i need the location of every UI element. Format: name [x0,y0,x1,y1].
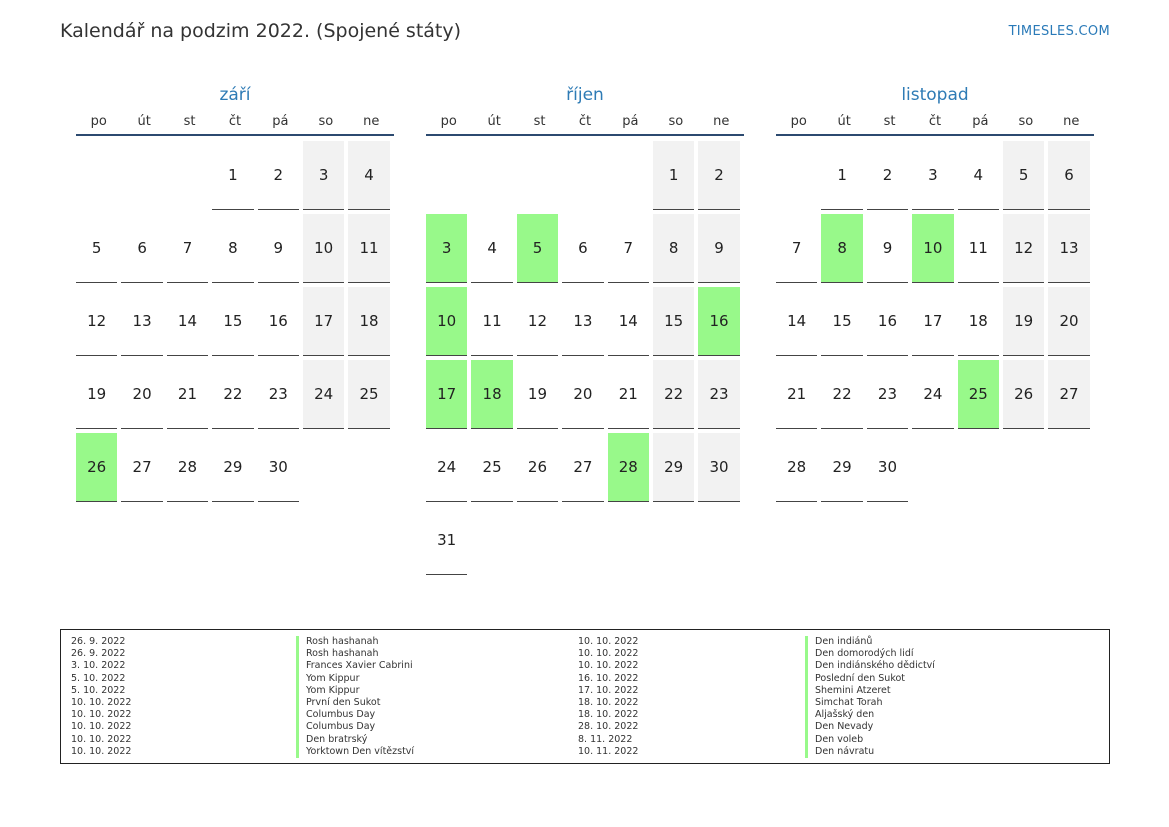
day-cell: 20 [121,360,162,429]
legend-entry: 5. 10. 2022 [71,684,126,696]
day-cell: 20 [1048,287,1089,356]
legend-entry: 26. 9. 2022 [71,636,126,647]
weekday-label: út [837,113,851,129]
day-cell: 29 [212,433,253,502]
empty-cell [471,141,512,210]
day-cell: 7 [167,214,208,283]
weekday-label: ne [1063,113,1080,129]
day-cell: 15 [653,287,694,356]
day-cell: 12 [1003,214,1044,283]
legend-entry: Aljašský den [805,709,935,721]
day-cell: 5 [76,214,117,283]
day-cell: 31 [426,506,467,575]
month-november [776,82,1094,502]
weekday-label: út [487,113,501,129]
empty-cell [608,141,649,210]
day-cell: 29 [653,433,694,502]
day-cell: 14 [167,287,208,356]
day-cell: 12 [517,287,558,356]
day-cell: 20 [562,360,603,429]
weekday-label: čt [928,113,942,129]
legend-entry: 8. 11. 2022 [578,733,633,745]
legend-entry: Den indiánů [805,636,935,648]
holiday-day-cell: 18 [471,360,512,429]
day-cell: 2 [867,141,908,210]
empty-cell [76,141,117,210]
day-cell: 23 [258,360,299,429]
day-cell: 9 [698,214,739,283]
day-cell: 7 [776,214,817,283]
weekday-label: st [533,113,546,129]
legend-entry: Den domorodých lidí [805,648,935,660]
day-cell: 1 [212,141,253,210]
legend-entry: 10. 11. 2022 [578,745,639,757]
holiday-day-cell: 16 [698,287,739,356]
weekday-label: st [183,113,196,129]
day-grid [776,141,1094,502]
day-cell: 9 [867,214,908,283]
weekday-label: so [668,113,684,129]
page-title: Kalendář na podzim 2022. (Spojené státy) [60,20,462,42]
legend-entry: Rosh hashanah [296,648,414,660]
legend-entry: 10. 10. 2022 [71,696,132,708]
legend-entry: Rosh hashanah [296,636,414,648]
legend-entry: 3. 10. 2022 [71,660,126,672]
day-grid [426,141,744,575]
month-name: listopad [901,85,969,105]
day-cell: 27 [562,433,603,502]
legend-entry: 18. 10. 2022 [578,709,639,721]
day-cell: 7 [608,214,649,283]
weekday-label: po [90,113,107,129]
day-cell: 25 [471,433,512,502]
day-cell: 12 [76,287,117,356]
day-cell: 22 [653,360,694,429]
holiday-day-cell: 25 [958,360,999,429]
day-cell: 16 [258,287,299,356]
weekday-label: pá [972,113,989,129]
day-cell: 15 [821,287,862,356]
day-cell: 30 [698,433,739,502]
holiday-legend [60,629,1110,764]
holiday-day-cell: 28 [608,433,649,502]
legend-entry: 10. 10. 2022 [71,721,132,733]
legend-entry: První den Sukot [296,697,414,709]
weekday-label: st [883,113,896,129]
legend-dates-left [71,636,131,758]
weekday-header [426,108,744,136]
day-grid [76,141,394,502]
day-cell: 30 [258,433,299,502]
weekday-header [76,108,394,136]
legend-entry: 16. 10. 2022 [578,672,639,684]
day-cell: 3 [912,141,953,210]
legend-entry: 26. 9. 2022 [71,648,126,660]
day-cell: 1 [653,141,694,210]
empty-cell [562,141,603,210]
day-cell: 4 [958,141,999,210]
holiday-day-cell: 17 [426,360,467,429]
empty-cell [776,141,817,210]
day-cell: 29 [821,433,862,502]
day-cell: 25 [348,360,389,429]
day-cell: 9 [258,214,299,283]
legend-names-right [805,636,935,758]
day-cell: 3 [303,141,344,210]
day-cell: 19 [517,360,558,429]
legend-dates-right [578,636,638,758]
legend-entry: Den bratrský [296,734,414,746]
day-cell: 21 [167,360,208,429]
weekday-label: pá [272,113,289,129]
legend-entry: 28. 10. 2022 [578,721,639,733]
day-cell: 26 [1003,360,1044,429]
legend-entry: 10. 10. 2022 [578,660,639,672]
day-cell: 2 [698,141,739,210]
legend-entry: Frances Xavier Cabrini [296,660,414,672]
weekday-label: ne [363,113,380,129]
weekday-label: čt [228,113,242,129]
legend-entry: Columbus Day [296,709,414,721]
empty-cell [167,141,208,210]
legend-names-left [296,636,414,758]
brand-link[interactable]: TIMESLES.COM [1008,24,1110,39]
weekday-header [776,108,1094,136]
legend-entry: Columbus Day [296,721,414,733]
day-cell: 10 [303,214,344,283]
legend-entry: 10. 10. 2022 [71,709,132,721]
weekday-label: pá [622,113,639,129]
legend-entry: Yom Kippur [296,685,414,697]
holiday-day-cell: 5 [517,214,558,283]
day-cell: 13 [1048,214,1089,283]
day-cell: 14 [776,287,817,356]
day-cell: 24 [912,360,953,429]
day-cell: 28 [167,433,208,502]
legend-entry: 18. 10. 2022 [578,696,639,708]
legend-entry: Den návratu [805,746,935,758]
empty-cell [426,141,467,210]
legend-entry: 5. 10. 2022 [71,672,126,684]
day-cell: 1 [821,141,862,210]
day-cell: 19 [1003,287,1044,356]
day-cell: 13 [562,287,603,356]
weekday-label: so [1018,113,1034,129]
day-cell: 14 [608,287,649,356]
day-cell: 27 [1048,360,1089,429]
holiday-day-cell: 26 [76,433,117,502]
day-cell: 18 [348,287,389,356]
day-cell: 23 [867,360,908,429]
day-cell: 24 [303,360,344,429]
weekday-label: ne [713,113,730,129]
legend-entry: Yom Kippur [296,673,414,685]
legend-entry: Simchat Torah [805,697,935,709]
day-cell: 19 [76,360,117,429]
legend-entry: Den indiánského dědictví [805,660,935,672]
day-cell: 17 [303,287,344,356]
empty-cell [517,141,558,210]
day-cell: 30 [867,433,908,502]
legend-entry: Poslední den Sukot [805,673,935,685]
weekday-label: čt [578,113,592,129]
day-cell: 13 [121,287,162,356]
day-cell: 18 [958,287,999,356]
month-name: září [219,85,251,105]
day-cell: 24 [426,433,467,502]
month-october [426,82,744,575]
day-cell: 8 [653,214,694,283]
day-cell: 21 [608,360,649,429]
day-cell: 16 [867,287,908,356]
day-cell: 6 [121,214,162,283]
day-cell: 11 [958,214,999,283]
day-cell: 22 [212,360,253,429]
day-cell: 4 [348,141,389,210]
day-cell: 23 [698,360,739,429]
legend-entry: Den voleb [805,734,935,746]
weekday-label: po [790,113,807,129]
legend-entry: Den Nevady [805,721,935,733]
holiday-day-cell: 10 [912,214,953,283]
day-cell: 15 [212,287,253,356]
day-cell: 5 [1003,141,1044,210]
weekday-label: po [440,113,457,129]
day-cell: 2 [258,141,299,210]
day-cell: 11 [471,287,512,356]
weekday-label: so [318,113,334,129]
holiday-day-cell: 10 [426,287,467,356]
legend-entry: 10. 10. 2022 [71,745,132,757]
weekday-label: út [137,113,151,129]
day-cell: 22 [821,360,862,429]
day-cell: 27 [121,433,162,502]
legend-entry: 10. 10. 2022 [578,648,639,660]
legend-entry: 17. 10. 2022 [578,684,639,696]
month-september [76,82,394,502]
day-cell: 28 [776,433,817,502]
day-cell: 6 [1048,141,1089,210]
empty-cell [121,141,162,210]
day-cell: 11 [348,214,389,283]
day-cell: 6 [562,214,603,283]
day-cell: 17 [912,287,953,356]
legend-entry: Yorktown Den vítězství [296,746,414,758]
holiday-day-cell: 3 [426,214,467,283]
legend-entry: 10. 10. 2022 [71,733,132,745]
day-cell: 4 [471,214,512,283]
day-cell: 26 [517,433,558,502]
legend-entry: Shemini Atzeret [805,685,935,697]
legend-entry: 10. 10. 2022 [578,636,639,647]
day-cell: 8 [212,214,253,283]
day-cell: 21 [776,360,817,429]
month-name: říjen [566,85,604,105]
holiday-day-cell: 8 [821,214,862,283]
